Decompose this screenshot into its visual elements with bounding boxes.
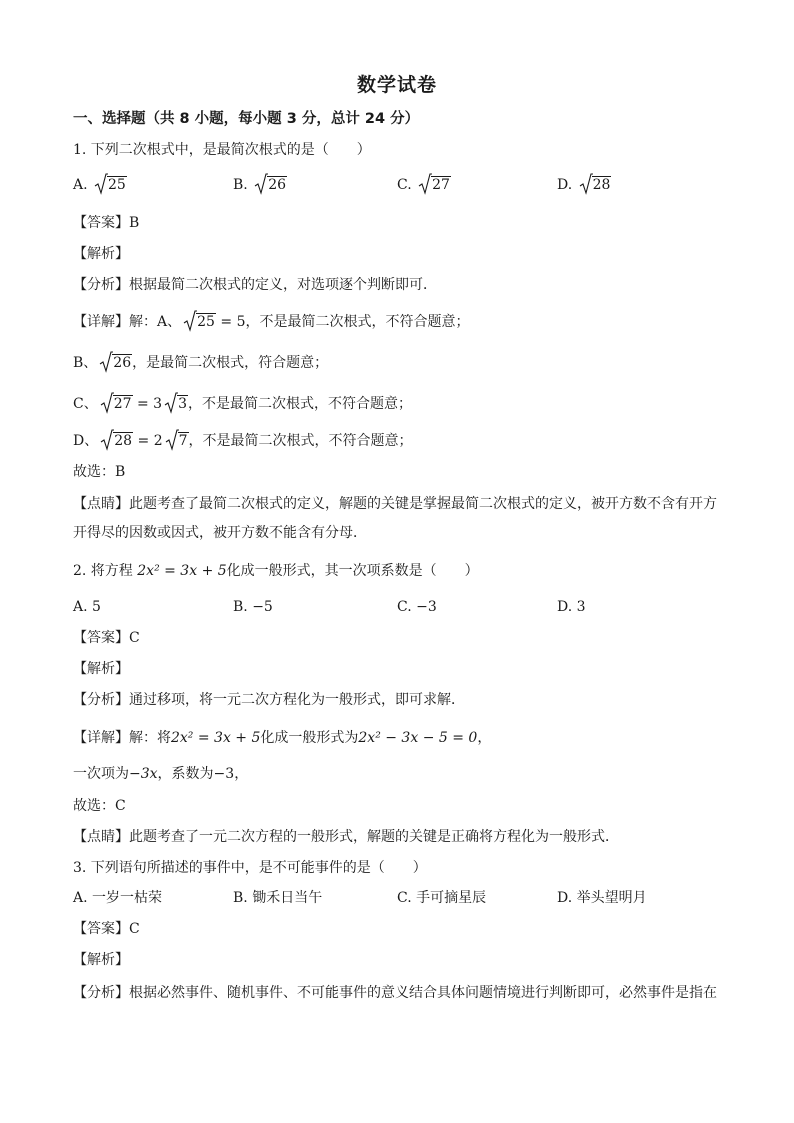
sqrt-symbol (254, 174, 287, 196)
text: D、 (73, 433, 99, 449)
q1-analysis-head: 【解析】 (73, 246, 129, 262)
text: 【详解】解：A、 (73, 314, 182, 330)
text: 一次项为 (73, 766, 129, 782)
equation: 2x² = 3x + 5 (171, 730, 261, 746)
q2-xiangjie (73, 727, 733, 749)
sqrt-symbol (165, 430, 189, 452)
radicand: 28 (592, 177, 611, 193)
q3-analysis-head: 【解析】 (73, 952, 129, 968)
q3-answer: 【答案】C (73, 921, 140, 937)
sqrt-symbol (100, 430, 133, 452)
q3-fenxi: 【分析】根据必然事件、随机事件、不可能事件的意义结合具体问题情境进行判断即可，必然事件是指在 (73, 985, 717, 1001)
q3-stem: 3. 下列语句所描述的事件中，是不可能事件的是（ ） (73, 860, 427, 876)
radicand: 28 (114, 433, 133, 449)
q2-analysis-head: 【解析】 (73, 661, 129, 677)
radicand: 27 (432, 177, 450, 193)
equation: −3x (129, 766, 158, 782)
text: 2. 将方程 (73, 563, 138, 579)
q1-xiangjie-c (73, 393, 733, 415)
math-text: = 5 (215, 314, 246, 330)
sqrt-symbol (94, 174, 127, 196)
option-label: C. (397, 177, 412, 193)
radicand: 7 (178, 433, 188, 449)
q1-xiangjie-b (73, 352, 733, 374)
q2-option-c: C. −3 (397, 599, 437, 615)
sqrt-symbol (418, 174, 451, 196)
sqrt-symbol (164, 393, 188, 415)
radicand: 26 (113, 355, 132, 371)
sqrt-symbol (99, 352, 132, 374)
q2-xiangjie-line2 (73, 763, 733, 785)
text: ，不是最简二次根式，不符合题意； (245, 314, 470, 330)
q3-option-a: A. 一岁一枯荣 (73, 890, 163, 906)
text: C、 (73, 396, 98, 412)
math-text: = 3 (132, 396, 163, 412)
q1-option-c (397, 174, 451, 196)
option-label: D. (557, 177, 573, 193)
radicand: 25 (108, 177, 126, 193)
radicand: 3 (178, 396, 188, 412)
equation: 2x² = 3x + 5 (137, 563, 227, 579)
text: 【详解】解：将 (73, 730, 171, 746)
math-text: = 2 (133, 433, 163, 449)
sqrt-symbol (579, 174, 612, 196)
q1-guxuan: 故选：B (73, 464, 126, 480)
q1-answer: 【答案】B (73, 215, 140, 231)
q2-option-d: D. 3 (557, 599, 586, 615)
option-label: A. (73, 177, 88, 193)
option-label: B. (233, 177, 248, 193)
text: 化成一般形式，其一次项系数是（ ） (226, 563, 479, 579)
q1-dianjing-line2: 开得尽的因数或因式，被开方数不能含有分母． (73, 525, 367, 541)
q1-option-a (73, 174, 127, 196)
radicand: 25 (197, 314, 215, 330)
text: ，不是最简二次根式，不符合题意； (188, 433, 413, 449)
q2-option-a: A. 5 (73, 599, 101, 615)
sqrt-symbol (100, 393, 133, 415)
text: ，是最简二次根式，符合题意； (132, 355, 329, 371)
q2-guxuan: 故选：C (73, 798, 126, 814)
q1-fenxi: 【分析】根据最简二次根式的定义，对选项逐个判断即可． (73, 277, 437, 293)
section-heading: 一、选择题（共 8 小题，每小题 3 分，总计 24 分） (73, 111, 420, 127)
q3-option-b: B. 锄禾日当午 (233, 890, 323, 906)
q2-fenxi: 【分析】通过移项，将一元二次方程化为一般形式，即可求解． (73, 692, 465, 708)
q2-stem (73, 560, 733, 582)
text: B、 (73, 355, 98, 371)
q1-option-b (233, 174, 287, 196)
equation: 2x² − 3x − 5 = 0 (358, 730, 478, 746)
radicand: 27 (113, 396, 132, 412)
q1-dianjing-line1: 【点睛】此题考查了最简二次根式的定义，解题的关键是掌握最简二次根式的定义，被开方数不含有开方 (73, 496, 717, 512)
q1-xiangjie-d (73, 430, 733, 452)
text: ， (234, 766, 249, 782)
q1-xiangjie-a (73, 311, 733, 333)
radicand: 26 (268, 177, 287, 193)
equation: −3 (213, 766, 235, 782)
q1-option-d (557, 174, 611, 196)
q3-option-c: C. 手可摘星辰 (397, 890, 487, 906)
text: ， (477, 730, 492, 746)
q2-answer: 【答案】C (73, 630, 140, 646)
q2-option-b: B. −5 (233, 599, 273, 615)
q3-option-d: D. 举头望明月 (557, 890, 647, 906)
text: ，不是最简二次根式，不符合题意； (188, 396, 413, 412)
q2-dianjing: 【点睛】此题考查了一元二次方程的一般形式，解题的关键是正确将方程化为一般形式． (73, 829, 619, 845)
sqrt-symbol (183, 311, 216, 333)
text: 化成一般形式为 (260, 730, 359, 746)
page-title: 数学试卷 (356, 74, 437, 96)
text: ，系数为 (157, 766, 214, 782)
q1-stem: 1. 下列二次根式中，是最简次根式的是（ ） (73, 142, 371, 158)
